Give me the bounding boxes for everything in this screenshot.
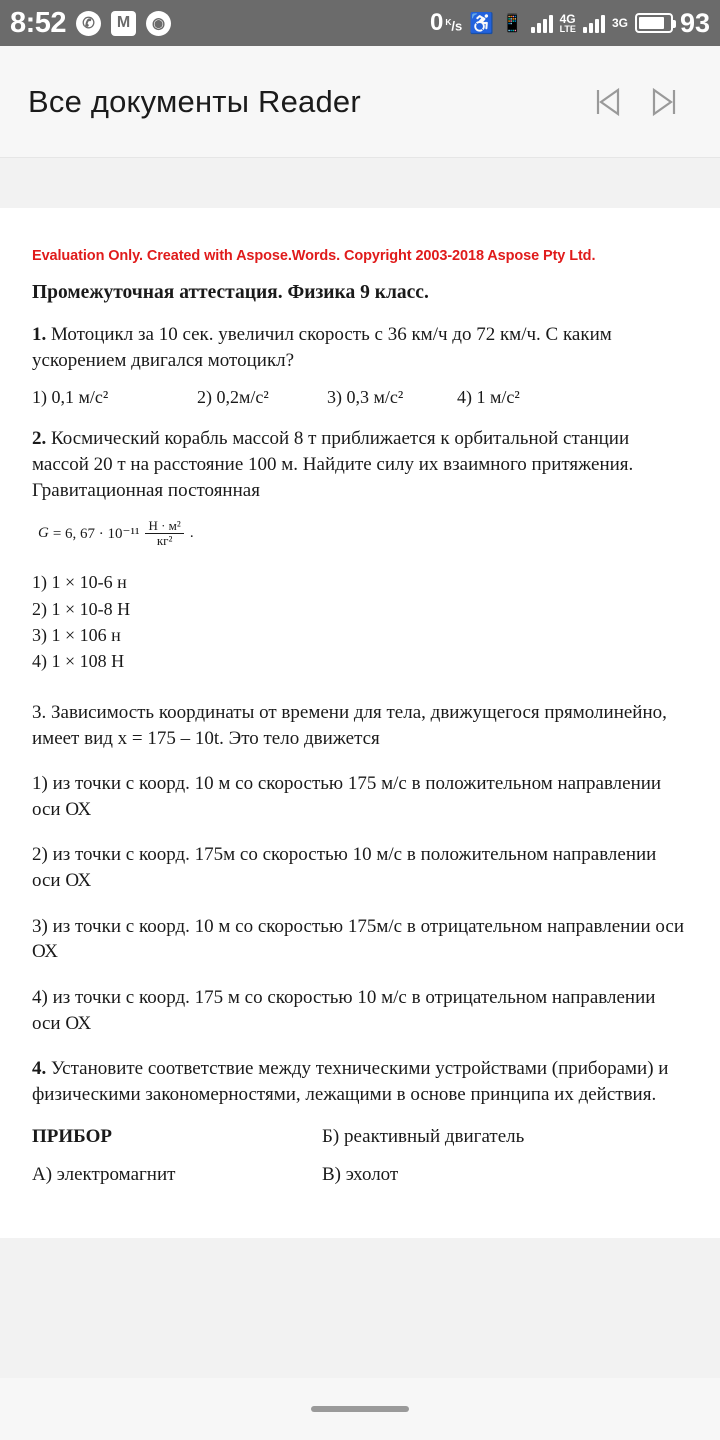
question-1-options xyxy=(32,387,688,408)
question-3-text: 3. Зависимость координаты от времени для тела, движущегося прямолинейно, имеет вид x = 175 – 10t. Это тело движется xyxy=(32,701,667,749)
data-rate-unit: $^K$/s xyxy=(445,16,463,33)
gravitational-constant-formula xyxy=(38,519,688,547)
matching-column-right-item-1: Б) реактивный двигатель xyxy=(322,1125,525,1147)
network-3g-label: 3G xyxy=(611,16,628,30)
formula-fraction xyxy=(145,519,183,547)
battery-percent: 93 xyxy=(679,7,710,38)
formula-tail: . xyxy=(189,524,194,541)
app-header xyxy=(0,46,720,158)
question-1-number: 1. xyxy=(32,324,47,345)
browser-icon: ◉ xyxy=(146,11,171,36)
data-rate-value: 0 xyxy=(429,9,444,36)
signal-bars-sim2-icon xyxy=(583,13,605,33)
question-1-option-2: 2) 0,2м/с² xyxy=(197,387,269,408)
question-3-option-1: 1) из точки с коорд. 10 м со скоростью 175 м/с в положительном направлении оси ОХ xyxy=(32,773,662,820)
headphones-icon: ♿ xyxy=(469,12,495,35)
signal-bars-sim1-icon xyxy=(531,13,553,33)
question-4-text: Установите соответствие между техническими устройствами (приборами) и физическими закономерностями, лежащими в основе принципа их действия. xyxy=(32,1058,669,1105)
question-2-option-1: 1) 1 × 10-6 н xyxy=(32,572,127,593)
question-2-option-2: 2) 1 × 10-8 Н xyxy=(32,598,131,619)
formula-numerator: Н · м² xyxy=(145,519,183,534)
formula-equals: = 6, 67 · 10⁻¹¹ xyxy=(52,525,140,542)
matching-column-left-header: ПРИБОР xyxy=(32,1125,112,1147)
question-4 xyxy=(32,1056,688,1107)
status-bar-notification-icons xyxy=(76,11,171,36)
status-bar xyxy=(0,0,720,46)
network-lte-text: LTE xyxy=(559,23,576,34)
formula-denominator: кг² xyxy=(156,532,173,548)
question-3-option-3: 3) из точки с коорд. 10 м со скоростью 175м/с в отрицательном направлении оси ОХ xyxy=(32,915,685,963)
whatsapp-icon: ✆ xyxy=(76,11,101,36)
next-page-button[interactable] xyxy=(636,74,692,130)
home-indicator-bar[interactable] xyxy=(0,1378,720,1440)
network-4g-text: 4G xyxy=(559,11,576,26)
gmail-icon: M xyxy=(111,11,136,36)
question-1-option-3: 3) 0,3 м/с² xyxy=(327,387,404,408)
question-1 xyxy=(32,322,688,373)
question-2-number: 2. xyxy=(32,428,47,450)
document-title: Промежуточная аттестация. Физика 9 класс. xyxy=(32,282,429,303)
prev-page-button[interactable] xyxy=(580,74,636,130)
next-page-icon xyxy=(647,85,681,119)
question-1-text: Мотоцикл за 10 сек. увеличил скорость с 36 км/ч до 72 км/ч. С каким ускорением двигался мотоцикл? xyxy=(32,324,612,371)
formula-symbol: G xyxy=(38,524,49,541)
question-2 xyxy=(32,426,688,503)
data-rate-indicator xyxy=(430,9,462,37)
vibrate-icon: 📱 xyxy=(501,12,524,33)
question-4-number: 4. xyxy=(32,1058,47,1080)
matching-column-left-item-1: А) электромагнит xyxy=(32,1163,176,1185)
document-viewer[interactable] xyxy=(0,158,720,1440)
matching-column-right-item-2: В) эхолот xyxy=(322,1163,399,1185)
question-1-option-4: 4) 1 м/с² xyxy=(457,387,520,408)
data-rate-unit-top: K xyxy=(445,16,452,27)
question-2-options xyxy=(32,569,688,673)
question-3-option-4: 4) из точки с коорд. 175 м со скоростью 10 м/с в отрицательном направлении оси ОХ xyxy=(32,986,656,1034)
document-page xyxy=(0,208,720,1238)
data-rate-unit-bottom: s xyxy=(455,18,463,33)
question-3-option-2: 2) из точки с коорд. 175м со скоростью 10 м/с в положительном направлении оси ОХ xyxy=(32,844,657,892)
matching-table-row xyxy=(32,1164,688,1186)
home-indicator-handle[interactable] xyxy=(311,1406,409,1412)
evaluation-notice: Evaluation Only. Created with Aspose.Words. Copyright 2003-2018 Aspose Pty Ltd. xyxy=(32,248,596,264)
viewer-bottom-padding xyxy=(0,1300,720,1378)
network-4g-label xyxy=(560,13,576,34)
status-bar-system-icons xyxy=(430,9,710,37)
page-title: Все документы Reader xyxy=(28,83,361,119)
question-1-option-1: 1) 0,1 м/с² xyxy=(32,387,109,408)
status-bar-clock: 8:52 xyxy=(10,6,67,39)
prev-page-icon xyxy=(591,85,625,119)
question-2-text: Космический корабль массой 8 т приближается к орбитальной станции массой 20 т на расстояние 100 м. Найдите силу их взаимного притяжения. Гравитационная постоянная xyxy=(32,428,634,501)
question-2-option-3: 3) 1 × 106 н xyxy=(32,624,121,645)
matching-table-header-row xyxy=(32,1126,688,1148)
battery-icon xyxy=(635,13,673,33)
question-2-option-4: 4) 1 × 108 Н xyxy=(32,650,125,671)
